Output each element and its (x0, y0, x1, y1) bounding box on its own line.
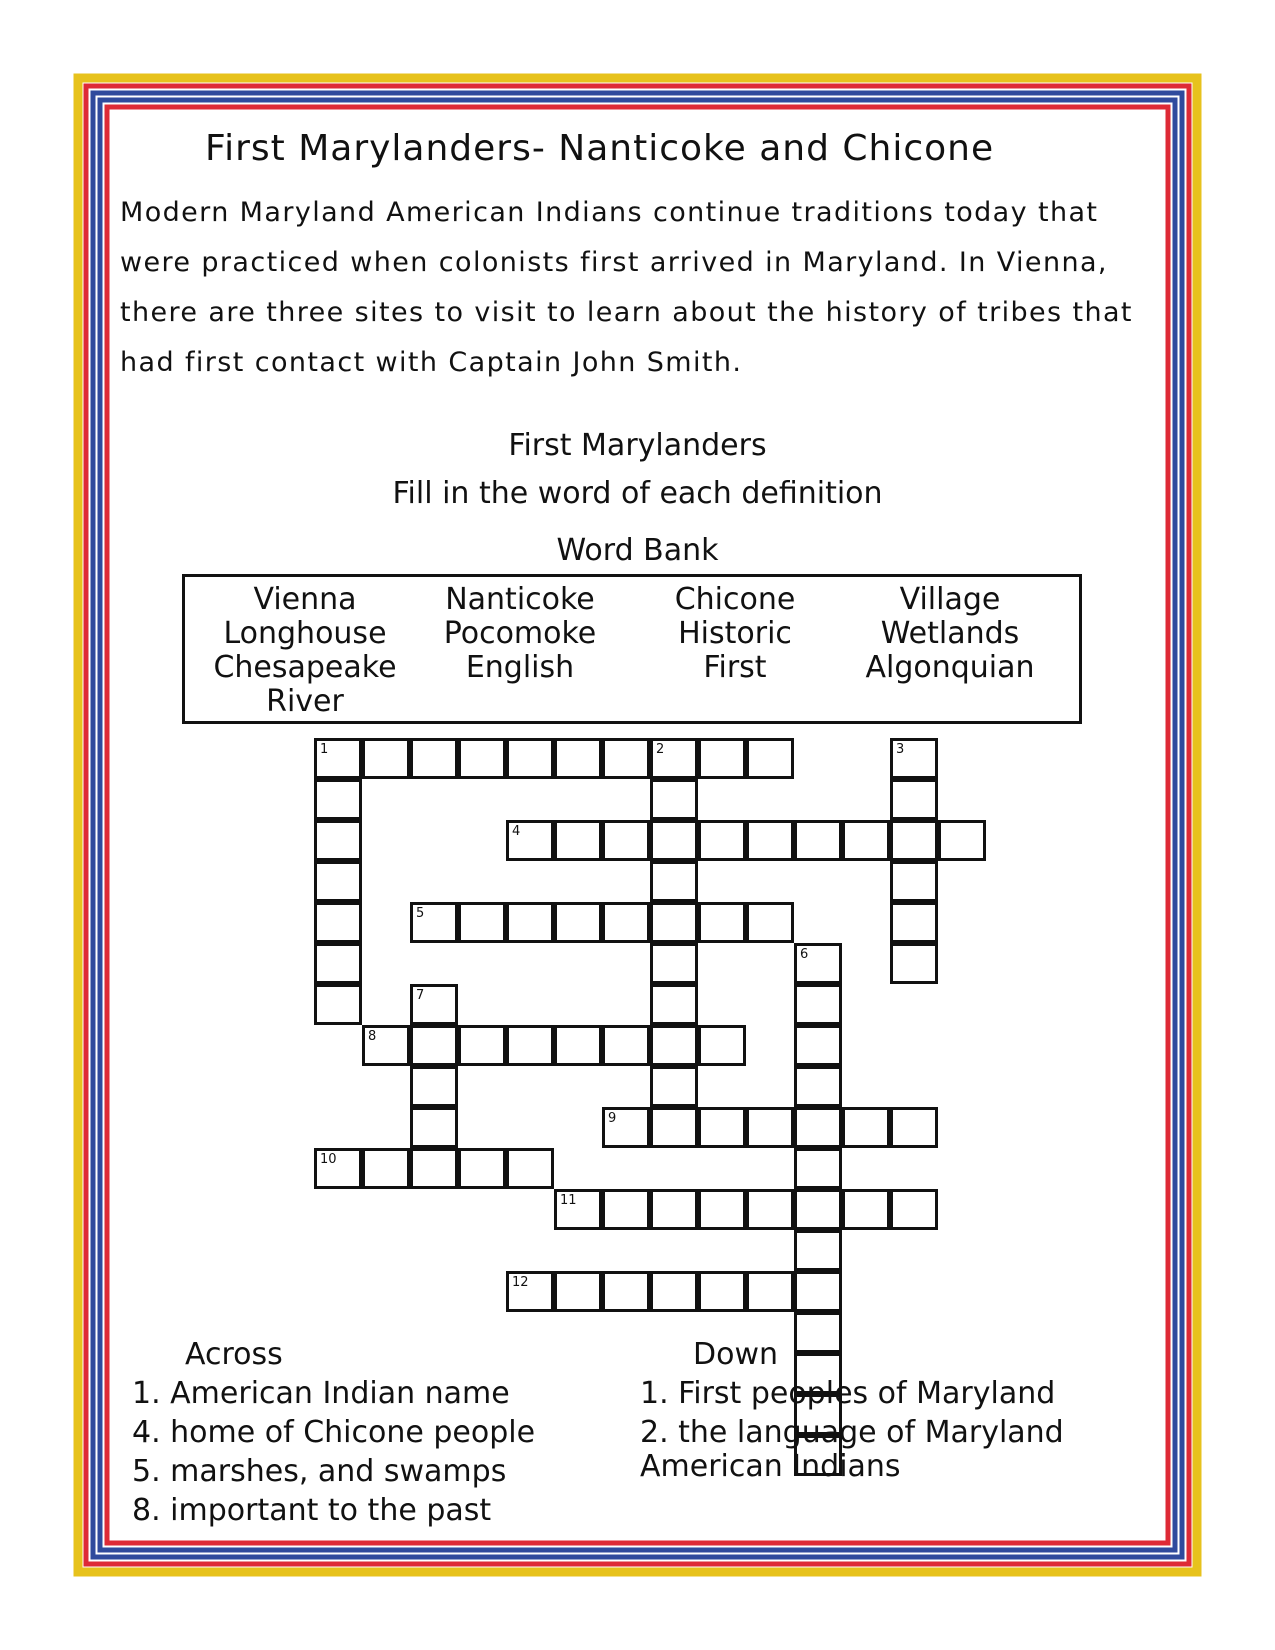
clue-number: 8 (368, 1029, 377, 1044)
crossword-cell[interactable] (698, 1025, 746, 1066)
crossword-cell[interactable] (410, 738, 458, 779)
word-bank-word: First (703, 650, 767, 685)
crossword-cell[interactable] (362, 738, 410, 779)
crossword-cell[interactable] (410, 1148, 458, 1189)
crossword-cell[interactable] (794, 1189, 842, 1230)
crossword-cell[interactable] (698, 820, 746, 861)
intro-line: Modern Maryland American Indians continue traditions today that (120, 197, 1099, 228)
crossword-cell[interactable] (458, 902, 506, 943)
crossword-cell[interactable] (506, 1025, 554, 1066)
crossword-cell[interactable] (602, 1189, 650, 1230)
crossword-cell[interactable] (890, 1107, 938, 1148)
intro-paragraph (120, 188, 1170, 388)
word-bank (182, 574, 1082, 724)
crossword-cell[interactable] (554, 1025, 602, 1066)
crossword-cell[interactable] (650, 943, 698, 984)
crossword-cell[interactable] (650, 820, 698, 861)
crossword-cell[interactable] (890, 943, 938, 984)
clue: 2. the language of Maryland (640, 1415, 1064, 1450)
crossword-cell[interactable] (314, 943, 362, 984)
crossword-cell[interactable] (698, 1189, 746, 1230)
crossword-cell[interactable] (890, 779, 938, 820)
word-bank-column (205, 583, 405, 719)
clue-number: 9 (608, 1111, 617, 1126)
crossword-cell[interactable] (314, 984, 362, 1025)
clue-number: 7 (416, 988, 425, 1003)
clue-number: 12 (512, 1275, 529, 1290)
intro-line: had first contact with Captain John Smith. (120, 347, 743, 378)
word-bank-word: English (465, 650, 575, 685)
crossword-cell[interactable] (746, 820, 794, 861)
crossword-cell[interactable] (314, 902, 362, 943)
word-bank-column (425, 583, 615, 685)
intro-line: there are three sites to visit to learn about the history of tribes that (120, 297, 1133, 328)
crossword-cell[interactable] (650, 1271, 698, 1312)
crossword-cell[interactable] (650, 779, 698, 820)
crossword-cell[interactable] (842, 1189, 890, 1230)
crossword-cell[interactable] (650, 1066, 698, 1107)
crossword-cell[interactable] (410, 1025, 458, 1066)
clue-number: 3 (896, 742, 905, 757)
crossword-cell[interactable] (506, 902, 554, 943)
clue-number: 11 (560, 1193, 577, 1208)
crossword-cell[interactable] (794, 820, 842, 861)
clue: 4. home of Chicone people (132, 1415, 536, 1450)
crossword-cell[interactable] (842, 1107, 890, 1148)
word-bank-word: Nanticoke (445, 582, 595, 617)
crossword-cell[interactable] (554, 738, 602, 779)
puzzle-heading: First Marylanders (508, 428, 767, 463)
crossword-cell[interactable] (602, 820, 650, 861)
crossword-cell[interactable] (746, 1189, 794, 1230)
crossword-cell[interactable] (650, 1107, 698, 1148)
clue-number: 5 (416, 906, 425, 921)
crossword-cell[interactable] (410, 1107, 458, 1148)
crossword-cell[interactable] (794, 1066, 842, 1107)
crossword-cell[interactable] (602, 1025, 650, 1066)
crossword-cell[interactable] (890, 1189, 938, 1230)
crossword-cell[interactable] (746, 1107, 794, 1148)
word-bank-word: Longhouse (223, 616, 387, 651)
crossword-cell[interactable] (554, 1271, 602, 1312)
word-bank-column (640, 583, 830, 685)
crossword-cell[interactable] (314, 820, 362, 861)
crossword-cell[interactable] (314, 779, 362, 820)
crossword-cell[interactable] (650, 1189, 698, 1230)
clue: American Indians (640, 1449, 901, 1484)
crossword-cell[interactable] (554, 820, 602, 861)
word-bank-label: Word Bank (556, 533, 719, 568)
clue: 5. marshes, and swamps (132, 1454, 507, 1489)
word-bank-word: Chicone (674, 582, 796, 617)
clue: 1. First peoples of Maryland (640, 1376, 1056, 1411)
page-title: First Marylanders- Nanticoke and Chicone (205, 128, 995, 169)
crossword-cell[interactable] (794, 1107, 842, 1148)
crossword-cell[interactable] (698, 738, 746, 779)
crossword-cell[interactable] (458, 1148, 506, 1189)
crossword-cell[interactable] (794, 1230, 842, 1271)
clue-number: 6 (800, 947, 809, 962)
crossword-cell[interactable] (794, 1025, 842, 1066)
crossword-cell[interactable] (362, 1148, 410, 1189)
down-heading: Down (693, 1337, 779, 1372)
crossword-cell[interactable] (554, 902, 602, 943)
crossword-cell[interactable] (602, 902, 650, 943)
crossword-cell[interactable] (314, 861, 362, 902)
intro-line: were practiced when colonists first arrived in Maryland. In Vienna, (120, 247, 1108, 278)
crossword-cell[interactable] (890, 861, 938, 902)
crossword-cell[interactable] (650, 1025, 698, 1066)
across-heading: Across (185, 1337, 283, 1372)
crossword-cell[interactable] (698, 902, 746, 943)
crossword-cell[interactable] (602, 1271, 650, 1312)
clue-number: 4 (512, 824, 521, 839)
across-clues (132, 1335, 535, 1530)
clue-number: 2 (656, 742, 665, 757)
crossword-cell[interactable] (458, 1025, 506, 1066)
crossword-cell[interactable] (698, 1271, 746, 1312)
word-bank-word: Wetlands (880, 616, 1020, 651)
clue-number: 10 (320, 1152, 337, 1167)
crossword-cell[interactable] (650, 861, 698, 902)
crossword-cell[interactable] (698, 1107, 746, 1148)
crossword-cell[interactable] (794, 1148, 842, 1189)
crossword-cell[interactable] (650, 902, 698, 943)
crossword-cell[interactable] (794, 1271, 842, 1312)
word-bank-word: Algonquian (865, 650, 1035, 685)
crossword-cell[interactable] (458, 738, 506, 779)
crossword-cell[interactable] (746, 1271, 794, 1312)
clue-number: 1 (320, 742, 329, 757)
crossword-cell[interactable] (890, 820, 938, 861)
crossword-cell[interactable] (506, 1148, 554, 1189)
word-bank-word: Chesapeake (213, 650, 397, 685)
crossword-cell[interactable] (794, 984, 842, 1025)
crossword-cell[interactable] (890, 902, 938, 943)
word-bank-word: Historic (678, 616, 792, 651)
crossword-cell[interactable] (506, 738, 554, 779)
word-bank-word: Pocomoke (443, 616, 597, 651)
clue: 1. American Indian name (132, 1376, 510, 1411)
crossword-cell[interactable] (842, 820, 890, 861)
word-bank-word: Vienna (253, 582, 357, 617)
word-bank-word: Village (899, 582, 1001, 617)
word-bank-column (850, 583, 1050, 685)
crossword-cell[interactable] (410, 1066, 458, 1107)
puzzle-instruction: Fill in the word of each definition (392, 476, 883, 511)
clue: 8. important to the past (132, 1493, 492, 1528)
crossword-cell[interactable] (746, 902, 794, 943)
crossword-cell[interactable] (746, 738, 794, 779)
crossword-cell[interactable] (938, 820, 986, 861)
word-bank-word: River (266, 684, 344, 719)
crossword-cell[interactable] (650, 984, 698, 1025)
crossword-cell[interactable] (602, 738, 650, 779)
down-clues (640, 1335, 1064, 1482)
